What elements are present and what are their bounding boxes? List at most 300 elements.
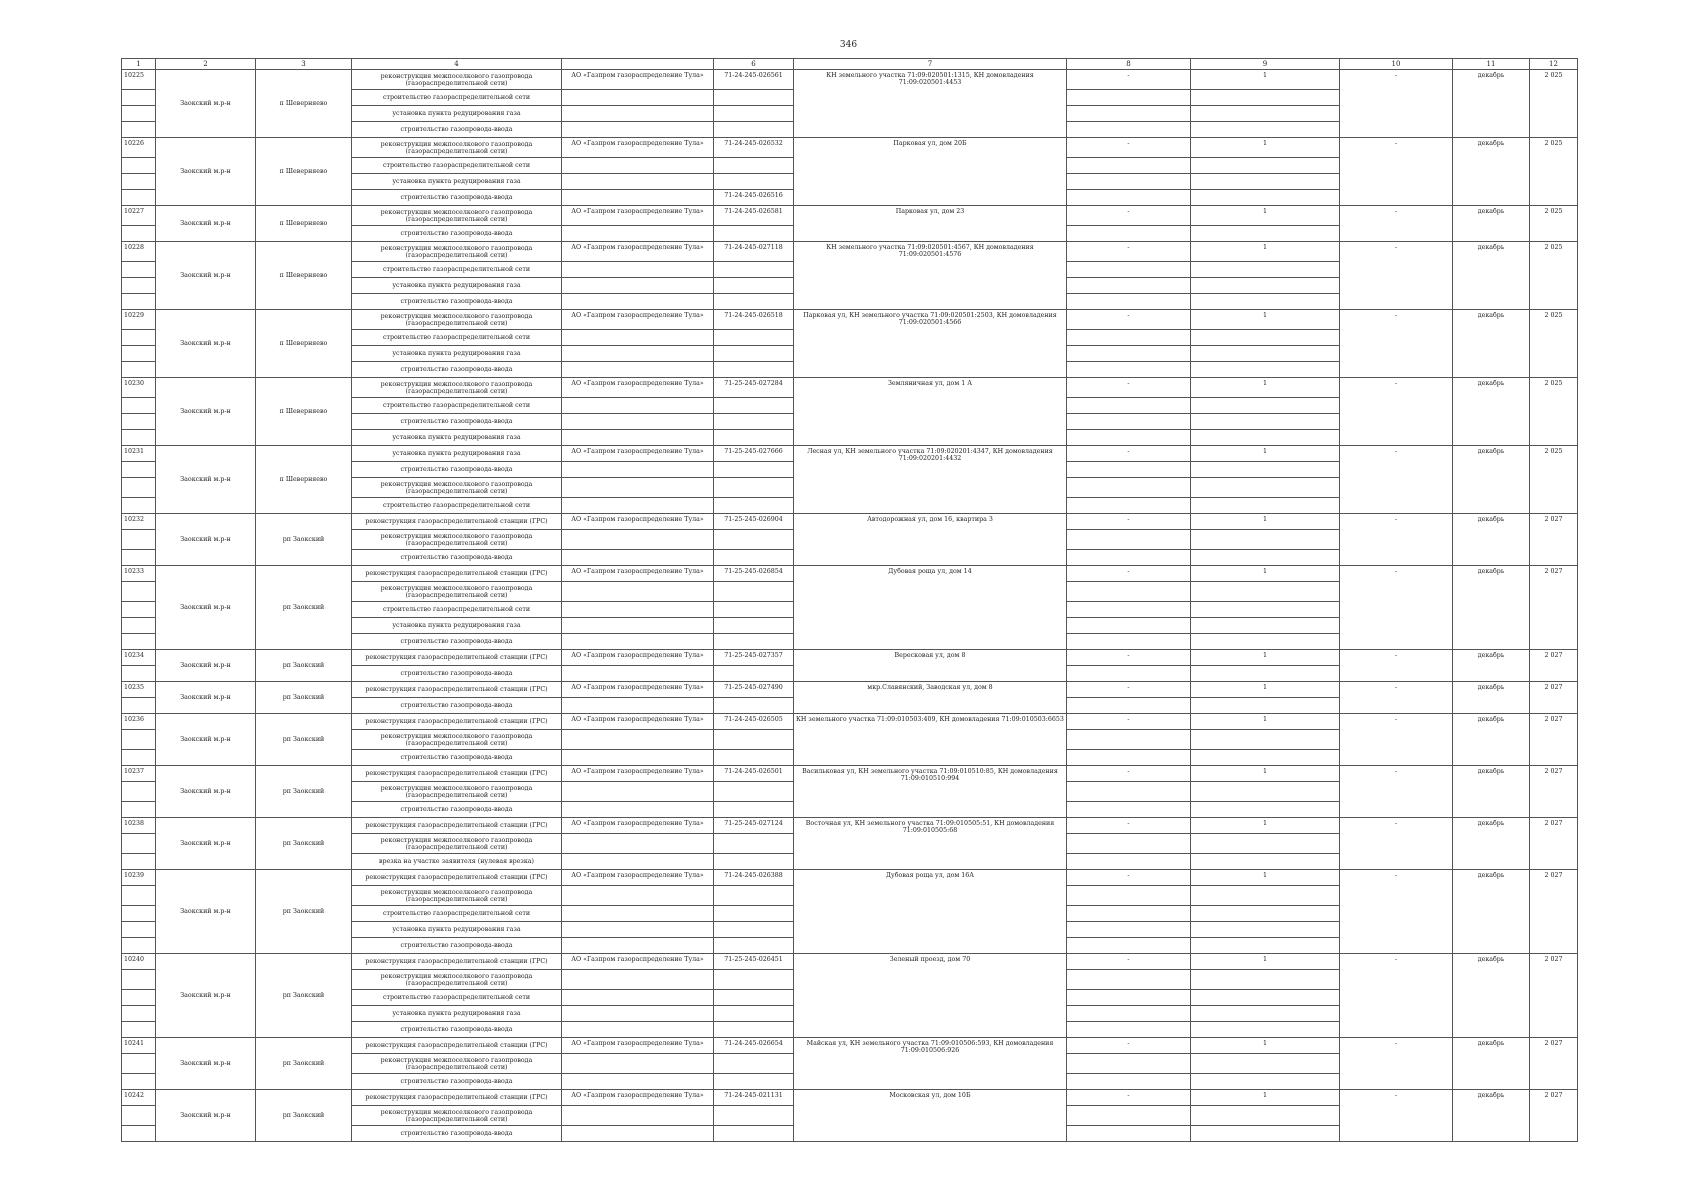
col8-blank xyxy=(1067,922,1191,938)
organization-blank xyxy=(562,278,714,294)
year-cell: 2 027 xyxy=(1530,954,1578,1038)
work-type-cell: реконструкция межпоселкового газопровода (газораспределительной сети) xyxy=(352,138,562,158)
organization-blank xyxy=(562,90,714,106)
application-code-blank xyxy=(714,1054,794,1074)
col9-cell: 1 xyxy=(1191,378,1340,398)
locality-cell: п Шеверняево xyxy=(256,70,352,138)
organization-blank xyxy=(562,922,714,938)
organization-cell: АО «Газпром газораспределение Тула» xyxy=(562,70,714,90)
application-code-blank xyxy=(714,462,794,478)
record-id: 10229 xyxy=(122,310,156,330)
organization-blank xyxy=(562,582,714,602)
col10-cell: - xyxy=(1340,70,1453,138)
work-type-cell: установка пункта редуцирования газа xyxy=(352,278,562,294)
col8-blank xyxy=(1067,278,1191,294)
col8-cell: - xyxy=(1067,446,1191,462)
col9-blank xyxy=(1191,834,1340,854)
district-cell: Заокский м.р-н xyxy=(156,138,256,206)
application-code-blank xyxy=(714,602,794,618)
work-type-cell: реконструкция межпоселкового газопровода (газораспределительной сети) xyxy=(352,378,562,398)
application-code-blank xyxy=(714,226,794,242)
application-code: 71-25-245-026451 xyxy=(714,954,794,970)
locality-cell: рп Заокский xyxy=(256,1038,352,1090)
year-cell: 2 027 xyxy=(1530,682,1578,714)
col9-blank xyxy=(1191,730,1340,750)
col9-cell: 1 xyxy=(1191,1090,1340,1106)
col10-cell: - xyxy=(1340,870,1453,954)
col8-cell: - xyxy=(1067,766,1191,782)
organization-cell: АО «Газпром газораспределение Тула» xyxy=(562,310,714,330)
table-row xyxy=(122,818,1578,834)
table-row xyxy=(122,310,1578,330)
col10-cell: - xyxy=(1340,242,1453,310)
application-code-blank xyxy=(714,158,794,174)
record-id-blank xyxy=(122,1126,156,1142)
organization-cell: АО «Газпром газораспределение Тула» xyxy=(562,566,714,582)
application-code-blank xyxy=(714,346,794,362)
organization-blank xyxy=(562,1054,714,1074)
record-id-blank xyxy=(122,970,156,990)
district-cell: Заокский м.р-н xyxy=(156,206,256,242)
col9-blank xyxy=(1191,346,1340,362)
application-code: 71-25-245-027124 xyxy=(714,818,794,834)
column-header: 1 xyxy=(122,59,156,70)
work-type-cell: строительство газопровода-ввода xyxy=(352,226,562,242)
record-id-blank xyxy=(122,478,156,498)
district-cell: Заокский м.р-н xyxy=(156,446,256,514)
col8-cell: - xyxy=(1067,566,1191,582)
district-cell: Заокский м.р-н xyxy=(156,1038,256,1090)
col8-cell: - xyxy=(1067,870,1191,886)
work-type-cell: строительство газораспределительной сети xyxy=(352,90,562,106)
table-row xyxy=(122,1090,1578,1106)
application-code: 71-25-245-027357 xyxy=(714,650,794,666)
organization-blank xyxy=(562,782,714,802)
application-code-blank xyxy=(714,582,794,602)
application-code: 71-25-245-027284 xyxy=(714,378,794,398)
organization-blank xyxy=(562,430,714,446)
organization-blank xyxy=(562,550,714,566)
table-row xyxy=(122,378,1578,398)
work-type-cell: строительство газопровода-ввода xyxy=(352,414,562,430)
record-id-blank xyxy=(122,226,156,242)
work-type-cell: установка пункта редуцирования газа xyxy=(352,618,562,634)
application-code: 71-24-245-026581 xyxy=(714,206,794,226)
record-id-blank xyxy=(122,802,156,818)
col9-blank xyxy=(1191,550,1340,566)
organization-blank xyxy=(562,530,714,550)
col9-cell: 1 xyxy=(1191,446,1340,462)
record-id-blank xyxy=(122,278,156,294)
work-type-cell: врезка на участке заявителя (нулевая врезка) xyxy=(352,854,562,870)
col8-blank xyxy=(1067,362,1191,378)
col8-blank xyxy=(1067,730,1191,750)
col9-cell: 1 xyxy=(1191,1038,1340,1054)
col8-blank xyxy=(1067,346,1191,362)
work-type-cell: установка пункта редуцирования газа xyxy=(352,106,562,122)
locality-cell: п Шеверняево xyxy=(256,310,352,378)
address-cell: Лесная ул, КН земельного участка 71:09:020201:4347, КН домовладения 71:09:020201:4432 xyxy=(794,446,1067,514)
organization-blank xyxy=(562,414,714,430)
application-code-blank xyxy=(714,698,794,714)
district-cell: Заокский м.р-н xyxy=(156,514,256,566)
col8-cell: - xyxy=(1067,682,1191,698)
address-cell: Московская ул, дом 10Б xyxy=(794,1090,1067,1142)
application-code-blank xyxy=(714,90,794,106)
col9-cell: 1 xyxy=(1191,650,1340,666)
record-id-blank xyxy=(122,782,156,802)
year-cell: 2 025 xyxy=(1530,70,1578,138)
work-type-cell: установка пункта редуцирования газа xyxy=(352,922,562,938)
district-cell: Заокский м.р-н xyxy=(156,818,256,870)
organization-blank xyxy=(562,498,714,514)
application-code-blank xyxy=(714,922,794,938)
col9-blank xyxy=(1191,262,1340,278)
month-cell: декабрь xyxy=(1453,514,1530,566)
col9-blank xyxy=(1191,190,1340,206)
col9-blank xyxy=(1191,970,1340,990)
work-type-cell: строительство газораспределительной сети xyxy=(352,398,562,414)
col8-cell: - xyxy=(1067,818,1191,834)
table-row xyxy=(122,1038,1578,1054)
table-row xyxy=(122,682,1578,698)
col8-blank xyxy=(1067,398,1191,414)
locality-cell: п Шеверняево xyxy=(256,242,352,310)
locality-cell: п Шеверняево xyxy=(256,446,352,514)
application-code-blank xyxy=(714,278,794,294)
record-id-blank xyxy=(122,906,156,922)
organization-blank xyxy=(562,1006,714,1022)
col9-cell: 1 xyxy=(1191,70,1340,90)
locality-cell: п Шеверняево xyxy=(256,206,352,242)
work-type-cell: реконструкция газораспределительной станции (ГРС) xyxy=(352,954,562,970)
work-type-cell: строительство газопровода-ввода xyxy=(352,462,562,478)
organization-blank xyxy=(562,730,714,750)
locality-cell: рп Заокский xyxy=(256,682,352,714)
record-id-blank xyxy=(122,922,156,938)
column-header: 11 xyxy=(1453,59,1530,70)
col8-blank xyxy=(1067,854,1191,870)
col10-cell: - xyxy=(1340,650,1453,682)
col9-blank xyxy=(1191,698,1340,714)
year-cell: 2 025 xyxy=(1530,378,1578,446)
col9-cell: 1 xyxy=(1191,766,1340,782)
col9-blank xyxy=(1191,462,1340,478)
col8-blank xyxy=(1067,666,1191,682)
work-type-cell: строительство газораспределительной сети xyxy=(352,158,562,174)
district-cell: Заокский м.р-н xyxy=(156,766,256,818)
col8-blank xyxy=(1067,174,1191,190)
table-row xyxy=(122,206,1578,226)
record-id-blank xyxy=(122,666,156,682)
work-type-cell: реконструкция межпоселкового газопровода (газораспределительной сети) xyxy=(352,70,562,90)
application-code-blank xyxy=(714,174,794,190)
work-type-cell: строительство газораспределительной сети xyxy=(352,498,562,514)
organization-blank xyxy=(562,174,714,190)
col9-cell: 1 xyxy=(1191,870,1340,886)
col8-blank xyxy=(1067,226,1191,242)
work-type-cell: установка пункта редуцирования газа xyxy=(352,174,562,190)
year-cell: 2 025 xyxy=(1530,446,1578,514)
application-code: 71-25-245-026854 xyxy=(714,566,794,582)
column-header xyxy=(562,59,714,70)
record-id-blank xyxy=(122,834,156,854)
table-row xyxy=(122,70,1578,90)
organization-blank xyxy=(562,226,714,242)
organization-blank xyxy=(562,970,714,990)
application-code: 71-24-245-026388 xyxy=(714,870,794,886)
col8-blank xyxy=(1067,698,1191,714)
district-cell: Заокский м.р-н xyxy=(156,310,256,378)
month-cell: декабрь xyxy=(1453,650,1530,682)
work-type-cell: реконструкция межпоселкового газопровода (газораспределительной сети) xyxy=(352,478,562,498)
organization-blank xyxy=(562,478,714,498)
column-header: 10 xyxy=(1340,59,1453,70)
col8-cell: - xyxy=(1067,138,1191,158)
organization-cell: АО «Газпром газораспределение Тула» xyxy=(562,446,714,462)
organization-cell: АО «Газпром газораспределение Тула» xyxy=(562,138,714,158)
organization-blank xyxy=(562,938,714,954)
district-cell: Заокский м.р-н xyxy=(156,714,256,766)
record-id: 10231 xyxy=(122,446,156,462)
year-cell: 2 027 xyxy=(1530,714,1578,766)
locality-cell: рп Заокский xyxy=(256,514,352,566)
locality-cell: рп Заокский xyxy=(256,870,352,954)
application-code-blank xyxy=(714,294,794,310)
address-cell: Дубовая роща ул, дом 14 xyxy=(794,566,1067,650)
organization-cell: АО «Газпром газораспределение Тула» xyxy=(562,206,714,226)
col8-blank xyxy=(1067,886,1191,906)
record-id-blank xyxy=(122,530,156,550)
record-id-blank xyxy=(122,398,156,414)
gas-connection-register-table xyxy=(121,58,1578,1142)
table-row xyxy=(122,446,1578,462)
work-type-cell: реконструкция газораспределительной станции (ГРС) xyxy=(352,1038,562,1054)
locality-cell: рп Заокский xyxy=(256,566,352,650)
column-header: 2 xyxy=(156,59,256,70)
table-row xyxy=(122,954,1578,970)
address-cell: Майская ул, КН земельного участка 71:09:010506:593, КН домовладения 71:09:010506:926 xyxy=(794,1038,1067,1090)
month-cell: декабрь xyxy=(1453,954,1530,1038)
col9-cell: 1 xyxy=(1191,310,1340,330)
record-id-blank xyxy=(122,990,156,1006)
col9-blank xyxy=(1191,886,1340,906)
organization-blank xyxy=(562,294,714,310)
col9-blank xyxy=(1191,398,1340,414)
col9-blank xyxy=(1191,294,1340,310)
col8-blank xyxy=(1067,1054,1191,1074)
district-cell: Заокский м.р-н xyxy=(156,242,256,310)
district-cell: Заокский м.р-н xyxy=(156,70,256,138)
district-cell: Заокский м.р-н xyxy=(156,1090,256,1142)
month-cell: декабрь xyxy=(1453,446,1530,514)
month-cell: декабрь xyxy=(1453,378,1530,446)
col8-blank xyxy=(1067,970,1191,990)
table-row xyxy=(122,650,1578,666)
organization-blank xyxy=(562,854,714,870)
col8-blank xyxy=(1067,294,1191,310)
organization-cell: АО «Газпром газораспределение Тула» xyxy=(562,514,714,530)
district-cell: Заокский м.р-н xyxy=(156,650,256,682)
work-type-cell: реконструкция межпоселкового газопровода (газораспределительной сети) xyxy=(352,1054,562,1074)
month-cell: декабрь xyxy=(1453,818,1530,870)
address-cell: Парковая ул, КН земельного участка 71:09:020501:2503, КН домовладения 71:09:020501:4566 xyxy=(794,310,1067,378)
col8-cell: - xyxy=(1067,954,1191,970)
col9-blank xyxy=(1191,618,1340,634)
month-cell: декабрь xyxy=(1453,70,1530,138)
col8-cell: - xyxy=(1067,650,1191,666)
record-id: 10228 xyxy=(122,242,156,262)
work-type-cell: реконструкция газораспределительной станции (ГРС) xyxy=(352,1090,562,1106)
organization-blank xyxy=(562,362,714,378)
application-code-blank xyxy=(714,478,794,498)
organization-blank xyxy=(562,1022,714,1038)
record-id-blank xyxy=(122,550,156,566)
month-cell: декабрь xyxy=(1453,566,1530,650)
column-header: 12 xyxy=(1530,59,1578,70)
application-code-blank xyxy=(714,530,794,550)
month-cell: декабрь xyxy=(1453,206,1530,242)
work-type-cell: реконструкция межпоселкового газопровода (газораспределительной сети) xyxy=(352,970,562,990)
work-type-cell: строительство газораспределительной сети xyxy=(352,906,562,922)
col8-blank xyxy=(1067,530,1191,550)
application-code-blank xyxy=(714,750,794,766)
page-number: 346 xyxy=(839,40,858,50)
locality-cell: п Шеверняево xyxy=(256,378,352,446)
record-id: 10241 xyxy=(122,1038,156,1054)
col9-blank xyxy=(1191,1126,1340,1142)
work-type-cell: реконструкция газораспределительной станции (ГРС) xyxy=(352,818,562,834)
col9-blank xyxy=(1191,226,1340,242)
col9-blank xyxy=(1191,498,1340,514)
application-code-blank xyxy=(714,802,794,818)
record-id-blank xyxy=(122,618,156,634)
work-type-cell: строительство газопровода-ввода xyxy=(352,190,562,206)
month-cell: декабрь xyxy=(1453,242,1530,310)
organization-blank xyxy=(562,346,714,362)
record-id-blank xyxy=(122,854,156,870)
col8-cell: - xyxy=(1067,714,1191,730)
work-type-cell: реконструкция межпоселкового газопровода (газораспределительной сети) xyxy=(352,530,562,550)
col8-blank xyxy=(1067,330,1191,346)
table-row xyxy=(122,870,1578,886)
work-type-cell: строительство газопровода-ввода xyxy=(352,666,562,682)
organization-blank xyxy=(562,906,714,922)
application-code: 71-24-245-026516 xyxy=(714,190,794,206)
application-code-blank xyxy=(714,990,794,1006)
col9-blank xyxy=(1191,1006,1340,1022)
organization-blank xyxy=(562,1106,714,1126)
col8-blank xyxy=(1067,802,1191,818)
address-cell: мкр.Славянский, Заводская ул, дом 8 xyxy=(794,682,1067,714)
col9-blank xyxy=(1191,666,1340,682)
organization-blank xyxy=(562,618,714,634)
col8-blank xyxy=(1067,906,1191,922)
application-code-blank xyxy=(714,886,794,906)
locality-cell: рп Заокский xyxy=(256,818,352,870)
col9-blank xyxy=(1191,802,1340,818)
work-type-cell: реконструкция межпоселкового газопровода (газораспределительной сети) xyxy=(352,730,562,750)
col8-blank xyxy=(1067,190,1191,206)
col10-cell: - xyxy=(1340,446,1453,514)
year-cell: 2 027 xyxy=(1530,566,1578,650)
locality-cell: рп Заокский xyxy=(256,766,352,818)
year-cell: 2 025 xyxy=(1530,310,1578,378)
application-code-blank xyxy=(714,330,794,346)
work-type-cell: строительство газопровода-ввода xyxy=(352,634,562,650)
col9-blank xyxy=(1191,854,1340,870)
col8-blank xyxy=(1067,938,1191,954)
col10-cell: - xyxy=(1340,378,1453,446)
col8-cell: - xyxy=(1067,206,1191,226)
work-type-cell: установка пункта редуцирования газа xyxy=(352,1006,562,1022)
table-row xyxy=(122,714,1578,730)
year-cell: 2 027 xyxy=(1530,1090,1578,1142)
application-code-blank xyxy=(714,1126,794,1142)
table-row xyxy=(122,242,1578,262)
address-cell: Автодорожная ул, дом 16, квартира 3 xyxy=(794,514,1067,566)
work-type-cell: реконструкция межпоселкового газопровода (газораспределительной сети) xyxy=(352,582,562,602)
col8-blank xyxy=(1067,498,1191,514)
work-type-cell: реконструкция межпоселкового газопровода (газораспределительной сети) xyxy=(352,886,562,906)
year-cell: 2 025 xyxy=(1530,138,1578,206)
col9-blank xyxy=(1191,634,1340,650)
col8-blank xyxy=(1067,414,1191,430)
address-cell: КН земельного участка 71:09:020501:4567, КН домовладения 71:09:020501:4576 xyxy=(794,242,1067,310)
record-id-blank xyxy=(122,90,156,106)
record-id-blank xyxy=(122,122,156,138)
col9-blank xyxy=(1191,990,1340,1006)
locality-cell: п Шеверняево xyxy=(256,138,352,206)
record-id-blank xyxy=(122,414,156,430)
col8-blank xyxy=(1067,1074,1191,1090)
organization-cell: АО «Газпром газораспределение Тула» xyxy=(562,1090,714,1106)
application-code: 71-24-245-026654 xyxy=(714,1038,794,1054)
col8-blank xyxy=(1067,618,1191,634)
col8-blank xyxy=(1067,782,1191,802)
record-id-blank xyxy=(122,1074,156,1090)
organization-cell: АО «Газпром газораспределение Тула» xyxy=(562,818,714,834)
record-id-blank xyxy=(122,1006,156,1022)
col8-blank xyxy=(1067,582,1191,602)
col9-cell: 1 xyxy=(1191,714,1340,730)
organization-blank xyxy=(562,886,714,906)
organization-blank xyxy=(562,634,714,650)
application-code-blank xyxy=(714,906,794,922)
record-id-blank xyxy=(122,1022,156,1038)
organization-blank xyxy=(562,158,714,174)
district-cell: Заокский м.р-н xyxy=(156,954,256,1038)
col8-blank xyxy=(1067,430,1191,446)
record-id-blank xyxy=(122,698,156,714)
organization-blank xyxy=(562,834,714,854)
year-cell: 2 027 xyxy=(1530,1038,1578,1090)
application-code: 71-24-245-026518 xyxy=(714,310,794,330)
col9-blank xyxy=(1191,1054,1340,1074)
col9-cell: 1 xyxy=(1191,242,1340,262)
col10-cell: - xyxy=(1340,138,1453,206)
record-id: 10242 xyxy=(122,1090,156,1106)
col8-blank xyxy=(1067,122,1191,138)
application-code-blank xyxy=(714,498,794,514)
record-id: 10225 xyxy=(122,70,156,90)
col9-blank xyxy=(1191,90,1340,106)
application-code-blank xyxy=(714,1006,794,1022)
column-header: 7 xyxy=(794,59,1067,70)
header-row xyxy=(122,59,1578,70)
table-row xyxy=(122,766,1578,782)
col8-blank xyxy=(1067,990,1191,1006)
